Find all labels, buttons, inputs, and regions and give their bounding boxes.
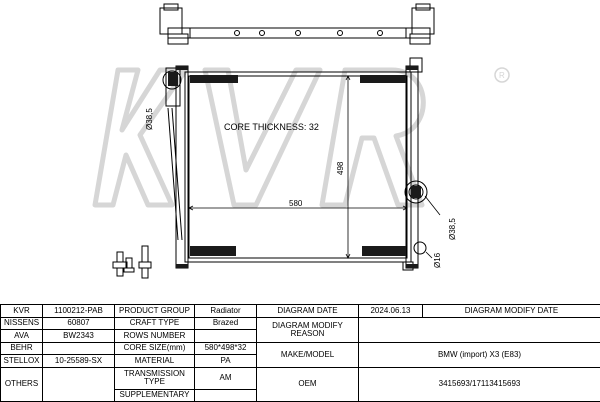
table-row bbox=[1, 367, 600, 389]
transmission-type-key: TRANSMISSION TYPE bbox=[115, 367, 195, 389]
ava-key: AVA bbox=[1, 330, 43, 343]
brand-key: KVR bbox=[1, 305, 43, 318]
others-key: OTHERS bbox=[1, 367, 43, 402]
fin-blocks bbox=[190, 75, 406, 256]
make-model-key: MAKE/MODEL bbox=[257, 342, 359, 367]
craft-type-value: Brazed bbox=[195, 317, 257, 330]
supplementary-value bbox=[195, 389, 257, 402]
stellox-key: STELLOX bbox=[1, 355, 43, 368]
oem-value: 3415693/17113415693 bbox=[359, 367, 600, 402]
others-value bbox=[43, 367, 115, 402]
make-model-value: BMW (import) X3 (E83) bbox=[359, 342, 600, 367]
kvr-watermark bbox=[95, 68, 509, 205]
ava-value: BW2343 bbox=[43, 330, 115, 343]
product-group-key: PRODUCT GROUP bbox=[115, 305, 195, 318]
product-group-value: Radiator bbox=[195, 305, 257, 318]
material-value: PA bbox=[195, 355, 257, 368]
width-dimension: 580 bbox=[289, 199, 303, 208]
top-view bbox=[160, 4, 434, 44]
supplementary-key: SUPPLEMENTARY bbox=[115, 389, 195, 402]
registered-mark: R bbox=[499, 71, 505, 80]
oem-key: OEM bbox=[257, 367, 359, 402]
table-row bbox=[1, 317, 600, 330]
mount-pins bbox=[113, 246, 151, 278]
diagram-modify-date-key: DIAGRAM MODIFY DATE bbox=[423, 305, 600, 318]
radiator-core bbox=[163, 58, 427, 270]
transmission-type-value: AM bbox=[195, 367, 257, 389]
modify-reason-value bbox=[359, 317, 600, 342]
outlet-diameter-label: Ø38,5 bbox=[448, 218, 457, 240]
nissens-value: 60807 bbox=[43, 317, 115, 330]
drain-diameter-label: Ø16 bbox=[433, 252, 442, 268]
table-row bbox=[1, 305, 600, 318]
craft-type-key: CRAFT TYPE bbox=[115, 317, 195, 330]
rows-number-value bbox=[195, 330, 257, 343]
core-size-value: 580*498*32 bbox=[195, 342, 257, 355]
behr-value bbox=[43, 342, 115, 355]
inlet-diameter-label: Ø38,5 bbox=[145, 108, 154, 130]
kvr-code: 1100212-PAB bbox=[43, 305, 115, 318]
material-key: MATERIAL bbox=[115, 355, 195, 368]
behr-key: BEHR bbox=[1, 342, 43, 355]
diagram-date-value: 2024.06.13 bbox=[359, 305, 423, 318]
rows-number-key: ROWS NUMBER bbox=[115, 330, 195, 343]
nissens-key: NISSENS bbox=[1, 317, 43, 330]
spec-table bbox=[0, 304, 600, 402]
core-size-key: CORE SIZE(mm) bbox=[115, 342, 195, 355]
height-dimension: 498 bbox=[336, 161, 345, 175]
diagram-date-key: DIAGRAM DATE bbox=[257, 305, 359, 318]
core-thickness-label: CORE THICKNESS: 32 bbox=[224, 122, 319, 132]
table-row bbox=[1, 342, 600, 355]
stellox-value: 10-25589-SX bbox=[43, 355, 115, 368]
modify-reason-key: DIAGRAM MODIFY REASON bbox=[257, 317, 359, 342]
